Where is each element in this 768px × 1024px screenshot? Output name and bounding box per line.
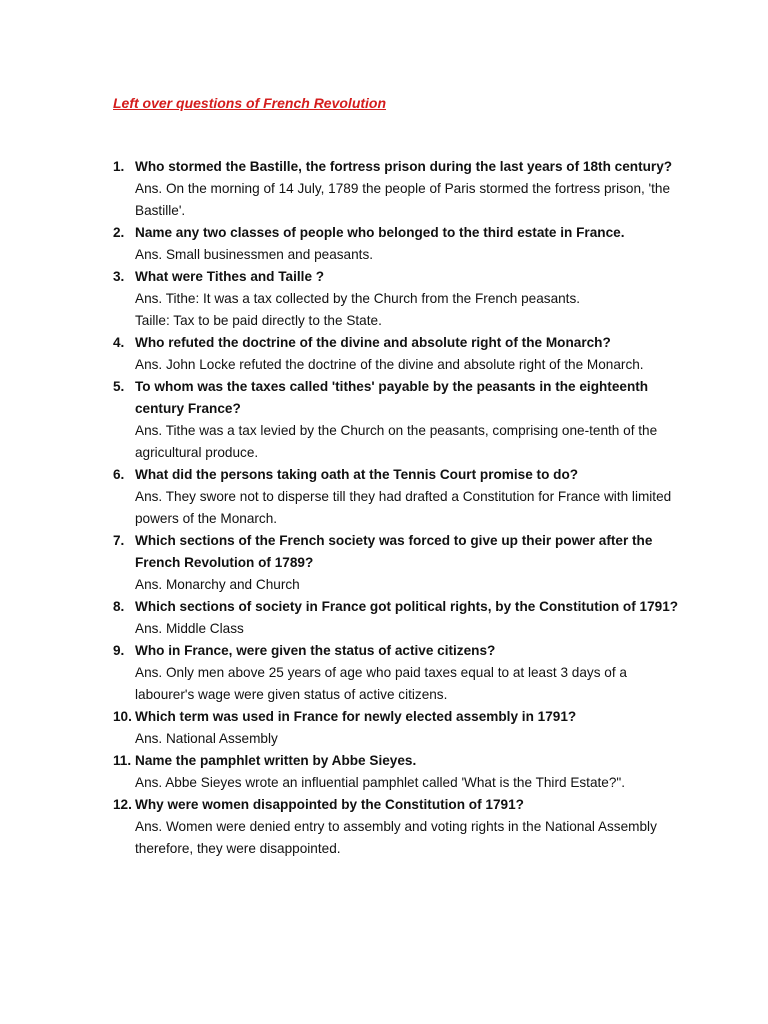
answer-text: Ans. Only men above 25 years of age who paid taxes equal to at least 3 days of a labourer's wage were given status of active citizens. — [135, 665, 627, 702]
question-item — [113, 156, 683, 222]
question-text: Why were women disappointed by the Constitution of 1791? — [135, 797, 524, 812]
question-number: 12. — [113, 797, 132, 812]
question-number: 11. — [113, 753, 132, 768]
answer-text: Ans. On the morning of 14 July, 1789 the people of Paris stormed the fortress prison, 'the Bastille'. — [135, 181, 671, 218]
question-text: Who in France, were given the status of active citizens? — [135, 643, 496, 658]
question-item — [113, 794, 683, 860]
question-number: 6. — [113, 467, 125, 482]
question-item — [113, 706, 683, 750]
question-item — [113, 596, 683, 640]
question-item — [113, 750, 683, 794]
question-number: 7. — [113, 533, 125, 548]
answer-text: Ans. Tithe: It was a tax collected by the Church from the French peasants. — [135, 291, 581, 306]
question-text: To whom was the taxes called 'tithes' payable by the peasants in the eighteenth century France? — [135, 379, 649, 416]
question-item — [113, 266, 683, 332]
answer-text: Ans. National Assembly — [135, 731, 278, 746]
question-text: Name any two classes of people who belonged to the third estate in France. — [135, 225, 625, 240]
question-text: Who refuted the doctrine of the divine and absolute right of the Monarch? — [135, 335, 611, 350]
question-item — [113, 332, 683, 376]
answer-text: Ans. Abbe Sieyes wrote an influential pamphlet called 'What is the Third Estate?". — [135, 775, 626, 790]
question-text: Which sections of the French society was forced to give up their power after the French Revolution of 1789? — [135, 533, 653, 570]
question-number: 8. — [113, 599, 125, 614]
question-item — [113, 464, 683, 530]
answer-text: Ans. Middle Class — [135, 621, 244, 636]
question-item — [113, 376, 683, 464]
question-text: Which term was used in France for newly elected assembly in 1791? — [135, 709, 577, 724]
question-number: 9. — [113, 643, 125, 658]
answer-text: Ans. Monarchy and Church — [135, 577, 300, 592]
question-answer-list — [113, 156, 683, 860]
answer-text: Taille: Tax to be paid directly to the State. — [135, 313, 382, 328]
question-item — [113, 222, 683, 266]
question-text: What were Tithes and Taille ? — [135, 269, 325, 284]
question-number: 4. — [113, 335, 125, 350]
answer-text: Ans. Women were denied entry to assembly and voting rights in the National Assembly therefore, they were disappointed. — [135, 819, 657, 856]
answer-text: Ans. John Locke refuted the doctrine of the divine and absolute right of the Monarch. — [135, 357, 644, 372]
question-item — [113, 640, 683, 706]
question-number: 2. — [113, 225, 125, 240]
question-number: 3. — [113, 269, 125, 284]
question-text: Name the pamphlet written by Abbe Sieyes. — [135, 753, 417, 768]
answer-text: Ans. Small businessmen and peasants. — [135, 247, 374, 262]
question-text: What did the persons taking oath at the Tennis Court promise to do? — [135, 467, 579, 482]
answer-text: Ans. They swore not to disperse till they had drafted a Constitution for France with limited powers of the Monarch. — [135, 489, 672, 526]
question-number: 10. — [113, 709, 132, 724]
question-number: 1. — [113, 159, 125, 174]
question-number: 5. — [113, 379, 125, 394]
question-text: Which sections of society in France got political rights, by the Constitution of 1791? — [135, 599, 679, 614]
question-text: Who stormed the Bastille, the fortress prison during the last years of 18th century? — [135, 159, 673, 174]
document-title: Left over questions of French Revolution — [113, 95, 387, 111]
question-item — [113, 530, 683, 596]
answer-text: Ans. Tithe was a tax levied by the Church on the peasants, comprising one-tenth of the agricultural produce. — [135, 423, 658, 460]
